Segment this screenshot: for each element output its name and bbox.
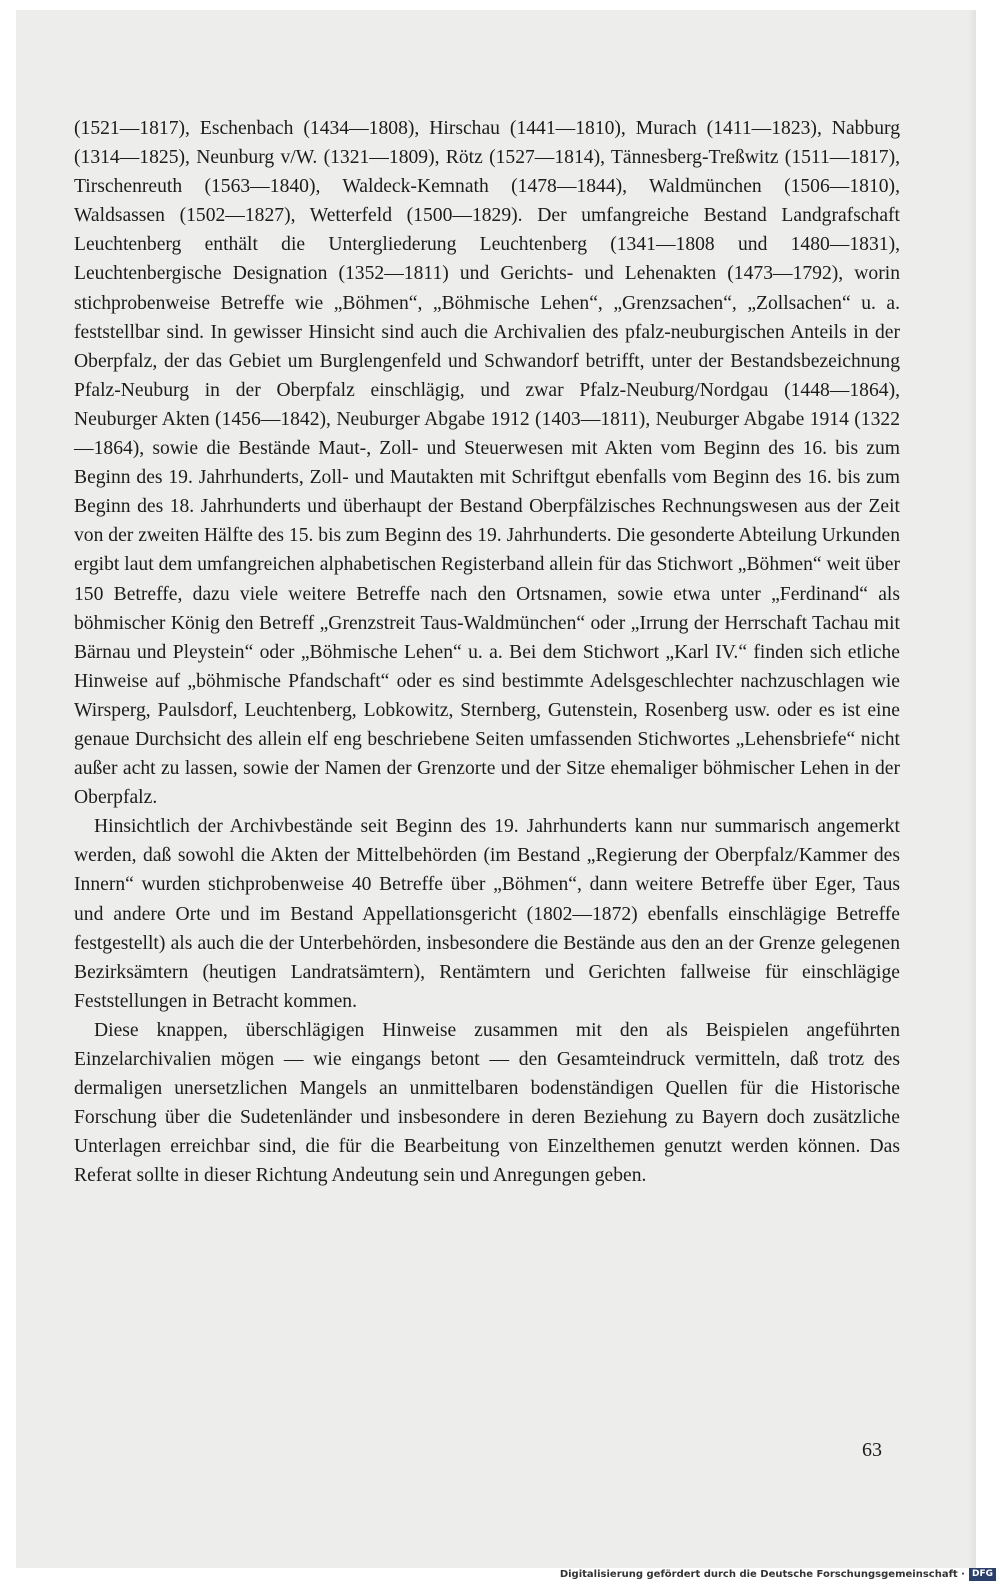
scanned-page [16,10,976,1568]
body-text [74,114,900,1190]
dfg-logo: DFG [969,1568,996,1581]
funding-notice: Digitalisierung gefördert durch die Deutsche Forschungsgemeinschaft · [559,1568,965,1580]
paragraph-3: Diese knappen, überschlägigen Hinweise zusammen mit den als Beispielen angeführten Einzelarchivalien mögen — wie eingangs betont — den Gesamteindruck vermitteln, daß trotz des dermaligen unersetzlichen Mangels an unmittelbaren bodenständigen Quellen für die Historische Forschung über die Sudetenländer und insbesondere in deren Beziehung zu Bayern doch zusätzliche Unterlagen erreichbar sind, die für die Bearbeitung von Einzelthemen genutzt werden können. Das Referat sollte in dieser Richtung Andeutung sein und Anregungen geben. [74,1019,900,1187]
page-number: 63 [862,1439,882,1461]
page-edge-shadow [968,10,976,1568]
digitization-footer [560,1566,996,1582]
paragraph-1: (1521—1817), Eschenbach (1434—1808), Hirschau (1441—1810), Murach (1411—1823), Nabburg (1314—1825), Neunburg v/W. (1321—1809), Rötz (1527—1814), Tännesberg-Treßwitz (1511—1817), Tirschenreuth (1563—1840), Waldeck-Kemnath (1478—1844), Waldmünchen (1506—1810), Waldsassen (1502—1827), Wetterfeld (1500—1829). Der umfangreiche Bestand Landgrafschaft Leuchtenberg enthält die Untergliederung Leuchtenberg (1341—1808 und 1480—1831), Leuchtenbergische Designation (1352—1811) und Gerichts- und Lehenakten (1473—1792), worin stichprobenweise Betreffe wie „Böhmen“, „Böhmische Lehen“, „Grenzsachen“, „Zollsachen“ u. a. feststellbar sind. In gewisser Hinsicht sind auch die Archivalien des pfalz-neuburgischen Anteils in der Oberpfalz, der das Gebiet um Burglengenfeld und Schwandorf betrifft, unter der Bestandsbezeichnung Pfalz-Neuburg in der Oberpfalz einschlägig, und zwar Pfalz-Neuburg/Nordgau (1448—1864), Neuburger Akten (1456—1842), Neuburger Abgabe 1912 (1403—1811), Neuburger Abgabe 1914 (1322—1864), sowie die Bestände Maut-, Zoll- und Steuerwesen mit Akten vom Beginn des 16. bis zum Beginn des 19. Jahrhunderts, Zoll- und Mautakten mit Schriftgut ebenfalls vom Beginn des 16. bis zum Beginn des 18. Jahrhunderts und überhaupt der Bestand Oberpfälzisches Rechnungswesen aus der Zeit von der zweiten Hälfte des 15. bis zum Beginn des 19. Jahrhunderts. Die gesonderte Abteilung Urkunden ergibt laut dem umfangreichen alphabetischen Registerband allein für das Stichwort „Böhmen“ weit über 150 Betreffe, dazu viele weitere Betreffe nach den Ortsnamen, sowie etwa unter „Ferdinand“ als böhmischer König den Betreff „Grenzstreit Taus-Waldmünchen“ oder „Irrung der Herrschaft Tachau mit Bärnau und Pleystein“ oder „Böhmische Lehen“ u. a. Bei dem Stichwort „Karl IV.“ finden sich etliche Hinweise auf „böhmische Pfandschaft“ oder es sind bestimmte Adelsgeschlechter nachzuschlagen wie Wirsperg, Paulsdorf, Leuchtenberg, Lobkowitz, Sternberg, Gutenstein, Rosenberg usw. oder es ist eine genaue Durchsicht des allein elf eng beschriebene Seiten umfassenden Stichwortes „Lehensbriefe“ nicht außer acht zu lassen, sowie der Namen der Grenzorte und der Sitze ehemaliger böhmischer Lehen in der Oberpfalz. [74,118,901,809]
paragraph-2: Hinsichtlich der Archivbestände seit Beginn des 19. Jahrhunderts kann nur summarisch angemerkt werden, daß sowohl die Akten der Mittelbehörden (im Bestand „Regierung der Oberpfalz/Kammer des Innern“ wurden stichprobenweise 40 Betreffe über „Böhmen“, dann weitere Betreffe über Eger, Taus und andere Orte und im Bestand Appellationsgericht (1802—1872) ebenfalls einschlägige Betreffe festgestellt) als auch die der Unterbehörden, insbesondere die Bestände aus den an der Grenze gelegenen Bezirksämtern (heutigen Landratsämtern), Rentämtern und Gerichten fallweise für einschlägige Feststellungen in Betracht kommen. [74,816,900,1012]
